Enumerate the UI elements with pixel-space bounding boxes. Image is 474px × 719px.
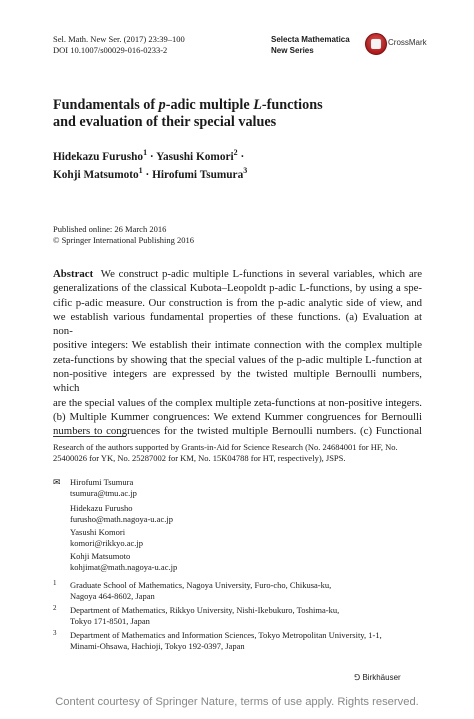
author-affiliation-mark: 1: [143, 148, 148, 157]
author-name[interactable]: Hidekazu Furusho: [53, 150, 144, 163]
contact-entry: [70, 503, 173, 525]
abstract-line: positive integers: We establish their intimate connection with the complex multiple: [53, 339, 422, 352]
journal-name: Selecta Mathematica: [271, 35, 350, 44]
author-separator: ·: [145, 169, 153, 182]
affiliation-line: Tokyo 171-8501, Japan: [70, 616, 150, 626]
abstract-line: non-positive integers are expressed by the twisted multiple Bernoulli numbers, which: [53, 368, 422, 395]
contact-name: Hidekazu Furusho: [70, 503, 133, 513]
funding-line: 25400026 for YK, No. 25287002 for KM, No. 15K04788 for HT, respectively), JSPS.: [53, 453, 346, 463]
author-affiliation-mark: 1: [138, 166, 143, 176]
affiliation-line: Department of Mathematics, Rikkyo University, Nishi-Ikebukuro, Toshima-ku,: [70, 605, 340, 615]
journal-series: New Series: [271, 46, 314, 55]
footnote-divider: [53, 436, 126, 437]
abstract: [53, 267, 422, 439]
crossmark-badge[interactable]: [365, 33, 429, 55]
abstract-line: zeta-functions by showing that the special values of the p-adic multiple L-function at: [53, 353, 422, 366]
author-affiliation-mark: 2: [233, 148, 238, 157]
contact-email[interactable]: kohjimat@math.nagoya-u.ac.jp: [70, 562, 178, 572]
author-separator: ·: [149, 150, 157, 163]
courtesy-footer: Content courtesy of Springer Nature, terms of use apply. Rights reserved.: [55, 696, 419, 708]
author-list: [53, 146, 433, 183]
contact-name: Yasushi Komori: [70, 527, 126, 537]
affiliation-line: Nagoya 464-8602, Japan: [70, 591, 155, 601]
funding-line: Research of the authors supported by Grants-in-Aid for Science Research (No. 24684001 for HF, No.: [53, 442, 398, 452]
abstract-line: (b) Multiple Kummer congruences: We extend Kummer congruences for Bernoulli: [53, 410, 422, 423]
journal-brand: [271, 34, 350, 56]
publisher-name: Birkhäuser: [362, 673, 401, 682]
affiliation-line: Department of Mathematics and Information Sciences, Tokyo Metropolitan University, 1-1,: [70, 630, 382, 640]
abstract-line: are the special values of the complex multiple zeta-functions at non-positive integers.: [53, 396, 422, 409]
crossmark-label: CrossMark: [388, 38, 427, 47]
abstract-line: We construct p-adic multiple L-functions in several variables, which are: [100, 268, 422, 280]
author-separator: ·: [240, 150, 245, 163]
paper-title: [53, 97, 433, 131]
abstract-line: numbers to congruences for the twisted multiple Bernoulli numbers. (c) Functional: [53, 425, 422, 438]
contact-email[interactable]: komori@rikkyo.ac.jp: [70, 538, 143, 548]
author-affiliation-mark: 3: [243, 166, 248, 176]
affiliation-number: 2: [53, 604, 57, 612]
contact-email[interactable]: furusho@math.nagoya-u.ac.jp: [70, 514, 173, 524]
birkhauser-icon: ⅁: [354, 673, 361, 682]
affiliation-number: 3: [53, 629, 57, 637]
affiliation-line: Minami-Ohsawa, Hachioji, Tokyo 192-0397, Japan: [70, 641, 245, 651]
published-date: Published online: 26 March 2016: [53, 224, 167, 234]
author-name[interactable]: Kohji Matsumoto: [53, 169, 139, 182]
author-name[interactable]: Hirofumi Tsumura: [152, 169, 244, 182]
abstract-line: cific p-adic measure. Our construction is from the p-adic analytic side of view, and: [53, 296, 422, 309]
author-name[interactable]: Yasushi Komori: [156, 150, 234, 163]
funding-note: [53, 442, 421, 464]
contact-entry: [70, 527, 143, 549]
journal-citation: [53, 34, 185, 56]
crossmark-icon: [365, 33, 387, 55]
abstract-line: we establish various fundamental properties of these functions. (a) Evaluation at non-: [53, 310, 422, 338]
contact-name: Kohji Matsumoto: [70, 551, 131, 561]
contact-entry: [70, 551, 177, 573]
publisher-logo: [354, 673, 401, 682]
doi[interactable]: DOI 10.1007/s00029-016-0233-2: [53, 45, 168, 55]
journal-line: Sel. Math. New Ser. (2017) 23:39–100: [53, 34, 185, 44]
contact-entry: [70, 477, 137, 499]
contact-name: Hirofumi Tsumura: [70, 477, 134, 487]
affiliation-line: Graduate School of Mathematics, Nagoya University, Furo-cho, Chikusa-ku,: [70, 580, 332, 590]
contact-email[interactable]: tsumura@tmu.ac.jp: [70, 488, 137, 498]
title-line-1: Fundamentals of p-adic multiple L-functions: [53, 97, 323, 113]
abstract-line: generalizations of the classical Kubota–Leopoldt p-adic L-functions, by using a spe-: [53, 282, 422, 295]
title-line-2: and evaluation of their special values: [53, 114, 277, 130]
abstract-label: Abstract: [53, 268, 94, 280]
copyright: © Springer International Publishing 2016: [53, 235, 195, 245]
envelope-icon: ✉: [53, 478, 61, 488]
publication-info: [53, 224, 194, 246]
affiliation-number: 1: [53, 579, 57, 587]
